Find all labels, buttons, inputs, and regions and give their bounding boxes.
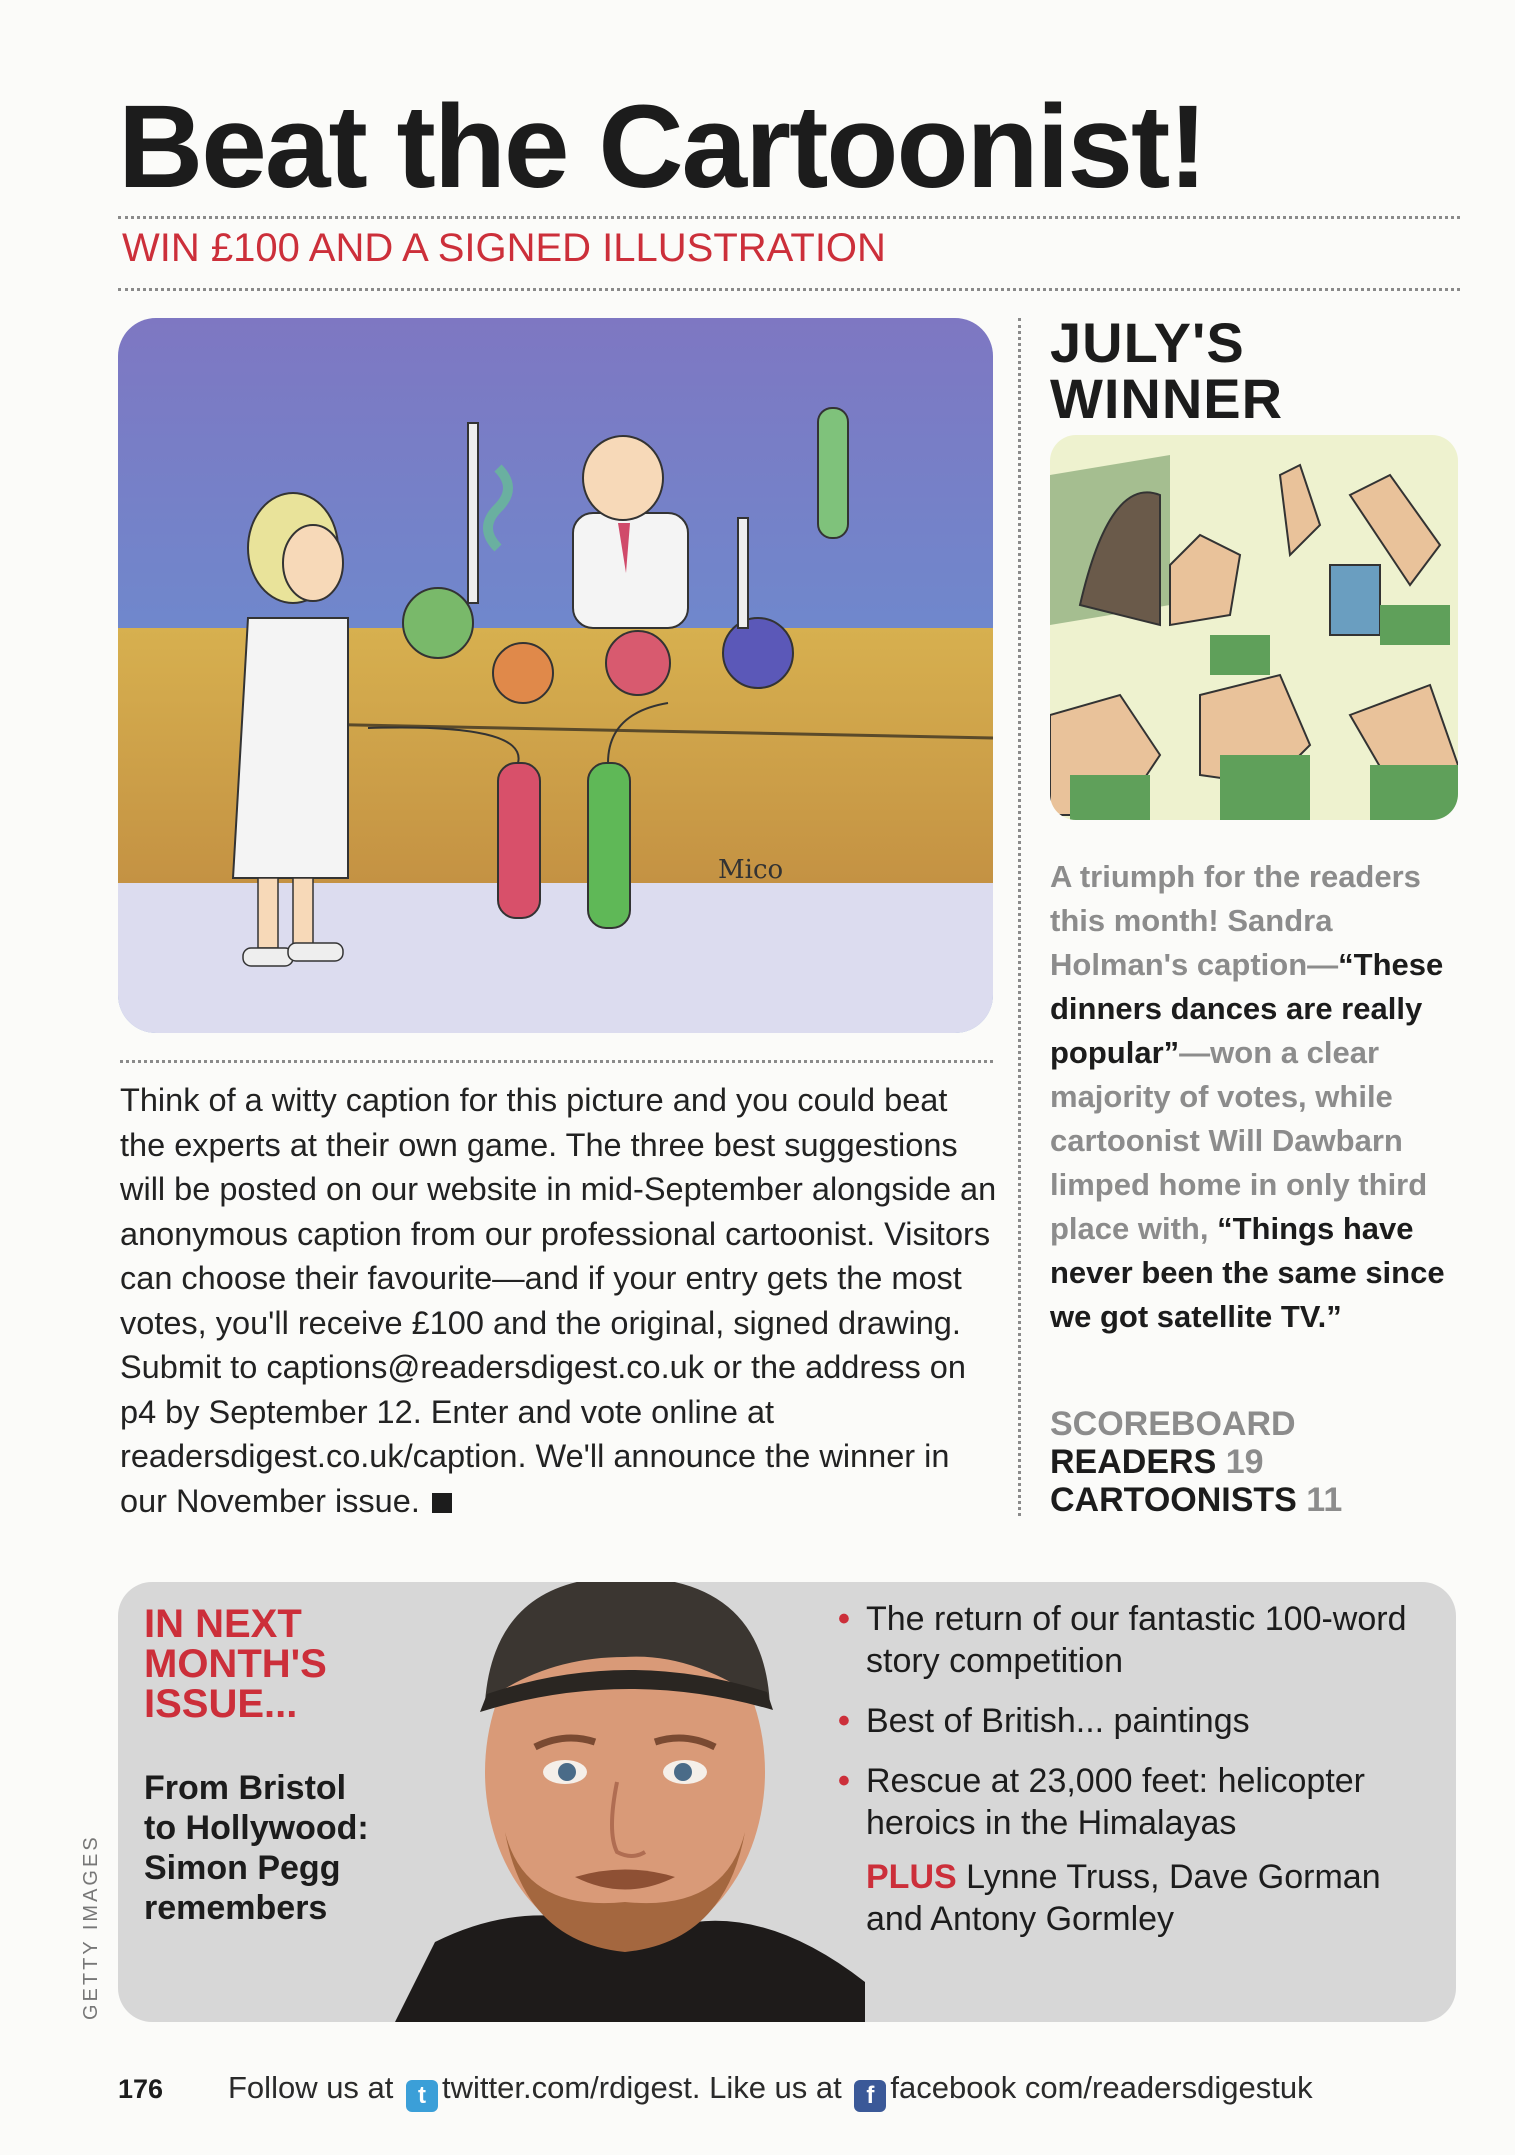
facebook-link[interactable]: facebook com/readersdigestuk xyxy=(890,2070,1313,2105)
scoreboard xyxy=(1050,1405,1342,1519)
feature-line4: remembers xyxy=(144,1889,328,1927)
like-prefix: Like us at xyxy=(709,2070,842,2105)
winning-caption-quote: “These dinners dances are really popular” xyxy=(1050,947,1444,1070)
divider xyxy=(120,1060,993,1063)
divider xyxy=(118,288,1460,291)
scoreboard-label: SCOREBOARD xyxy=(1050,1405,1296,1443)
twitter-link[interactable]: twitter.com/rdigest. xyxy=(442,2070,701,2105)
cartoonists-score: 11 xyxy=(1306,1481,1343,1519)
next-issue-heading-line3: ISSUE... xyxy=(144,1682,298,1726)
competition-instructions xyxy=(120,1078,1000,1523)
next-issue-list xyxy=(838,1598,1438,1958)
end-mark-icon xyxy=(432,1493,452,1513)
feature-line3: Simon Pegg xyxy=(144,1849,341,1887)
list-item xyxy=(838,1760,1438,1844)
next-issue-heading-line1: IN NEXT xyxy=(144,1602,302,1646)
plus-text: Lynne Truss, Dave Gorman and Antony Gormley xyxy=(866,1858,1381,1938)
cartoonist-caption-quote: “Things have never been the same since we got satellite TV.” xyxy=(1050,1211,1445,1334)
list-item-text: Best of British... paintings xyxy=(866,1702,1250,1740)
winner-heading-line2: WINNER xyxy=(1050,367,1284,430)
winner-text-part1: A triumph for the readers this month! Sandra Holman's caption— xyxy=(1050,859,1421,982)
list-item xyxy=(838,1598,1438,1682)
readers-score: 19 xyxy=(1225,1443,1264,1481)
page-title: Beat the Cartoonist! xyxy=(118,81,1206,213)
column-divider xyxy=(1018,318,1021,1516)
instructions-text: Think of a witty caption for this picture and you could beat the experts at their own game. The three best suggestions will be posted on our website in mid-September alongside an anonymous caption from our professional cartoonist. Visitors can choose their favourite—and if your entry gets the most votes, you'll receive £100 and the original, signed drawing. Submit to captions@readersdigest.co.uk or the address on p4 by September 12. Enter and vote online at readersdigest.co.uk/caption. We'll announce the winner in our November issue. xyxy=(120,1082,997,1519)
winner-description xyxy=(1050,855,1475,1339)
photo-credit: GETTY IMAGES xyxy=(80,1834,102,2020)
feature-line1: From Bristol xyxy=(144,1769,347,1807)
next-issue-feature xyxy=(144,1768,369,1928)
next-issue-heading-line2: MONTH'S xyxy=(144,1642,327,1686)
bullet-icon: • xyxy=(838,1600,850,1638)
winner-heading xyxy=(1050,311,1284,430)
follow-prefix: Follow us at xyxy=(228,2070,394,2105)
list-item-text: The return of our fantastic 100-word story competition xyxy=(866,1600,1407,1680)
footer-social xyxy=(228,2070,1313,2112)
page-subtitle: WIN £100 AND A SIGNED ILLUSTRATION xyxy=(122,226,886,270)
caption-cartoon-illustration xyxy=(118,318,993,1033)
divider xyxy=(118,216,1460,219)
bullet-icon: • xyxy=(838,1702,850,1740)
plus-line xyxy=(838,1856,1438,1940)
cartoon-signature: Mico xyxy=(718,855,784,885)
page-number: 176 xyxy=(118,2074,164,2104)
readers-label: READERS xyxy=(1050,1443,1217,1481)
cartoonists-label: CARTOONISTS xyxy=(1050,1481,1297,1519)
scoreboard-readers-row xyxy=(1050,1443,1342,1481)
simon-pegg-portrait xyxy=(395,1582,865,2022)
facebook-icon: f xyxy=(854,2080,886,2112)
winner-text-part2: —won a clear majority of votes, while cartoonist Will Dawbarn limped home in only third place with, xyxy=(1050,1035,1428,1246)
list-item-text: Rescue at 23,000 feet: helicopter heroics in the Himalayas xyxy=(866,1762,1365,1842)
feature-line2: to Hollywood: xyxy=(144,1809,369,1847)
winner-heading-line1: JULY'S xyxy=(1050,311,1245,374)
winning-cartoon-illustration xyxy=(1050,435,1458,820)
bullet-icon: • xyxy=(838,1762,850,1800)
scoreboard-cartoonists-row xyxy=(1050,1481,1342,1519)
twitter-icon: t xyxy=(406,2080,438,2112)
plus-label: PLUS xyxy=(866,1858,957,1896)
list-item xyxy=(838,1700,1438,1742)
next-issue-heading xyxy=(144,1604,327,1724)
